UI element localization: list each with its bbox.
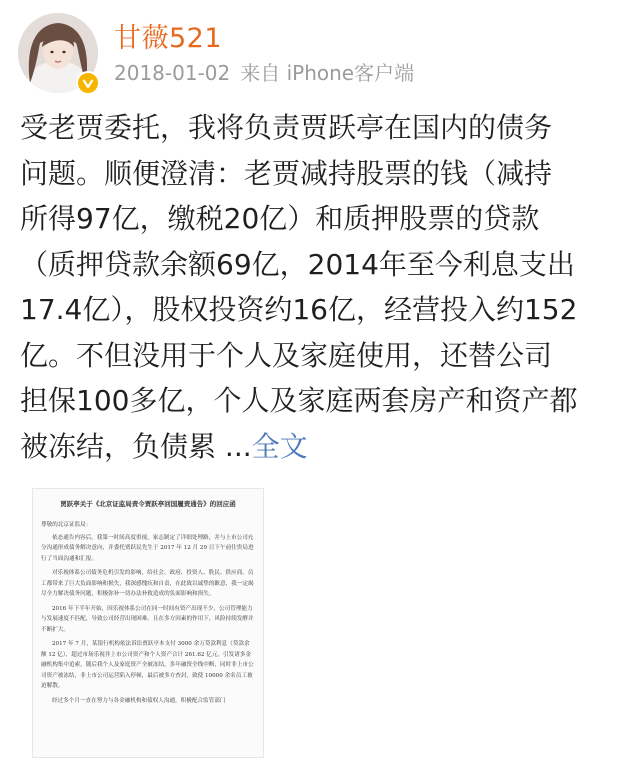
document-paragraph: 2016 年下半年开始，因乐视体系公司在同一时间有资产出现不少，公司管理能力与发展速度不匹配，导致公司经营出现困难。且在多方因素的作用下，风险持续发酵并不断扩大。 xyxy=(41,605,254,633)
read-more-link[interactable]: 全文 xyxy=(251,429,308,463)
document-salutation: 尊敬的北京证监局： xyxy=(41,522,92,528)
post-line-text: 被冻结，负债累 xyxy=(20,429,217,463)
document-title: 贾跃亭关于《北京证监局责令贾跃亭回国履责通告》的回应函 xyxy=(60,500,236,508)
attached-document-image[interactable] xyxy=(32,488,264,758)
document-paragraph: 依态通告内容后，我第一时间高度重视，家志制定了详细处理路，并与上市公司充分沟通形成债务解决意向，并委托贾跃民先生于 2017 年 12 月 29 日下午前往贵局进行了当面沟通和汇报。 xyxy=(41,534,254,562)
post-line: 17.4亿），股权投资约16亿，经营投入约152 xyxy=(20,293,578,326)
post-line: 问题。顺便澄清：老贾减持股票的钱（减持 xyxy=(20,156,553,190)
verified-badge-icon xyxy=(76,71,100,95)
v-mark-icon xyxy=(82,77,94,89)
username[interactable]: 甘薇521 xyxy=(114,23,223,54)
post-line: （质押贷款余额69亿，2014年至今利息支出 xyxy=(20,247,575,281)
post-line: 亿。不但没用于个人及家庭使用，还替公司 xyxy=(20,338,553,372)
post-meta xyxy=(114,57,414,86)
post-line: 受老贾委托，我将负责贾跃亭在国内的债务 xyxy=(20,111,553,144)
document-paragraph: 经过多个月一直在努力与各金融机构和债权人沟通，积极配合监管部门 xyxy=(52,697,226,704)
post-date: 2018-01-02 xyxy=(114,61,231,85)
post-last-line xyxy=(20,424,624,470)
document-paragraph: 对乐视体系公司债务危机引发的影响，给社会、政府、投资人、股民、供应商、员工都带来了巨大负面影响和损失，我深感愧疚和自责，在此致以诚挚的歉意，我一定竭尽全力解决债务问题，积极弥补一切办法补救造成的负面影响和损失。 xyxy=(41,570,254,597)
post-line: 所得97亿，缴税20亿）和质押股票的贷款 xyxy=(20,202,540,235)
post-ellipsis: ... xyxy=(216,429,252,463)
post-text xyxy=(20,105,624,469)
post-source: 来自 iPhone客户端 xyxy=(240,61,415,85)
document-paragraph: 2017 年 7 月，某银行机构依法诉讼贾跃亭本支付 3000 余万贷款利息（贷款余额 12 亿），超过市场乐视非上市公司资产和个人资产合计 261.62 亿元。引发诸多金融机构集中追索，随后我个人及家庭资产全被冻结，多年融资全线中断，同时非上市公司资产被冻结，非上市公司运营陷入停顿，最后被多方查封，致使 10000 余名员工被迫解散。 xyxy=(41,641,254,689)
post-line: 担保100多亿，个人及家庭两套房产和资产都 xyxy=(20,384,578,417)
